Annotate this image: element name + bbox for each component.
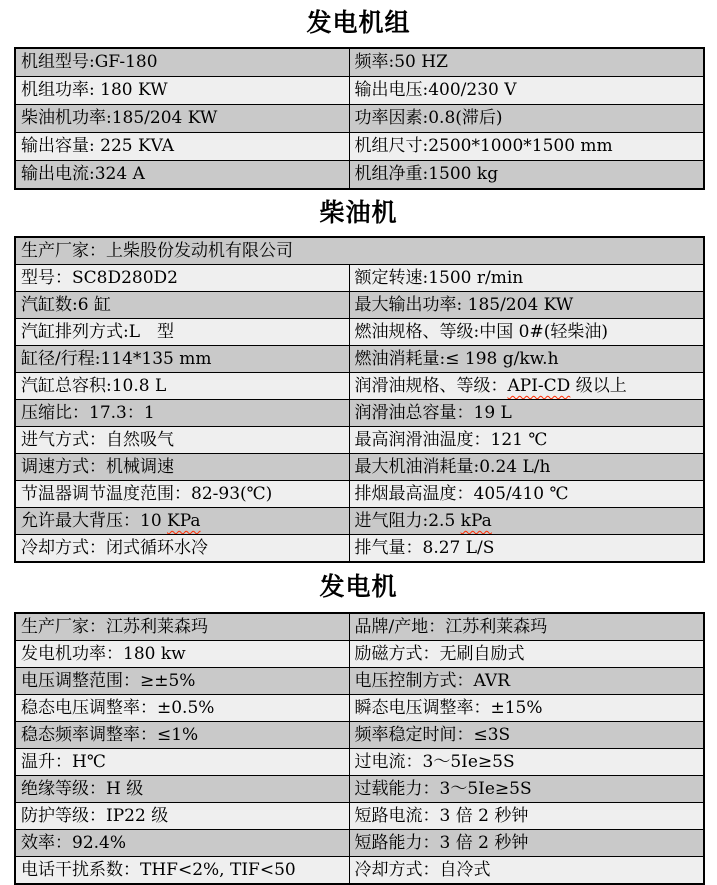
spec-cell: 稳态频率调整率：≤1% — [15, 722, 349, 749]
table-row — [15, 373, 704, 400]
spec-cell: 励磁方式：无刷自励式 — [349, 641, 704, 668]
spec-cell: 燃油规格、等级:中国 0#(轻柴油) — [349, 319, 704, 346]
spec-cell: 电压控制方式：AVR — [349, 668, 704, 695]
table-row — [15, 749, 704, 776]
spec-cell: 机组尺寸:2500*1000*1500 mm — [349, 133, 704, 161]
spec-cell: 压缩比：17.3：1 — [15, 400, 349, 427]
spec-cell: 品牌/产地：江苏利莱森玛 — [349, 613, 704, 641]
document — [0, 6, 717, 885]
spec-table-body — [15, 237, 704, 562]
table-row — [15, 613, 704, 641]
spec-cell: 输出电流:324 A — [15, 161, 349, 190]
spec-cell: 机组净重:1500 kg — [349, 161, 704, 190]
spec-cell: 节温器调节温度范围：82-93(℃) — [15, 481, 349, 508]
spec-cell: 发电机功率：180 kw — [15, 641, 349, 668]
spec-cell: 电压调整范围：≥±5% — [15, 668, 349, 695]
spec-section-diesel-engine — [0, 196, 717, 563]
spec-cell: 输出电压:400/230 V — [349, 77, 704, 105]
table-row — [15, 265, 704, 292]
table-row — [15, 641, 704, 668]
spec-cell: 冷却方式：闭式循环水冷 — [15, 535, 349, 563]
spec-cell: 防护等级：IP22 级 — [15, 803, 349, 830]
spec-cell: 功率因素:0.8(滞后) — [349, 105, 704, 133]
spec-cell: 最高润滑油温度：121 ℃ — [349, 427, 704, 454]
table-row — [15, 668, 704, 695]
spec-cell: 生产厂家：江苏利莱森玛 — [15, 613, 349, 641]
table-row — [15, 722, 704, 749]
spec-table — [14, 47, 705, 190]
spec-cell: 允许最大背压：10 KPa — [15, 508, 349, 535]
table-row — [15, 427, 704, 454]
spec-cell: 进气阻力:2.5 kPa — [349, 508, 704, 535]
section-title: 柴油机 — [319, 198, 398, 227]
spec-cell: 频率稳定时间：≤3S — [349, 722, 704, 749]
spec-cell: 缸径/行程:114*135 mm — [15, 346, 349, 373]
spec-cell: 最大机油消耗量:0.24 L/h — [349, 454, 704, 481]
spec-cell: 润滑油总容量：19 L — [349, 400, 704, 427]
spec-cell: 生产厂家：上柴股份发动机有限公司 — [15, 237, 704, 265]
spec-cell: 温升：H℃ — [15, 749, 349, 776]
spellcheck-underline: KPa — [167, 511, 201, 531]
spec-cell: 电话干扰系数：THF<2%, TIF<50 — [15, 857, 349, 885]
spec-cell: 排气量：8.27 L/S — [349, 535, 704, 563]
table-row — [15, 237, 704, 265]
table-row — [15, 535, 704, 563]
spec-cell: 型号：SC8D280D2 — [15, 265, 349, 292]
spec-table — [14, 236, 705, 563]
table-row — [15, 292, 704, 319]
spec-cell: 机组型号:GF-180 — [15, 48, 349, 77]
spec-cell: 排烟最高温度：405/410 ℃ — [349, 481, 704, 508]
spec-cell: 额定转速:1500 r/min — [349, 265, 704, 292]
table-row — [15, 105, 704, 133]
table-row — [15, 803, 704, 830]
spec-cell: 汽缸总容积:10.8 L — [15, 373, 349, 400]
spec-cell: 过载能力：3～5Ie≥5S — [349, 776, 704, 803]
spec-cell: 瞬态电压调整率：±15% — [349, 695, 704, 722]
spec-table-body — [15, 48, 704, 189]
spec-cell: 燃油消耗量:≤ 198 g/kw.h — [349, 346, 704, 373]
spec-cell: 绝缘等级：H 级 — [15, 776, 349, 803]
spec-cell: 输出容量: 225 KVA — [15, 133, 349, 161]
spec-cell: 柴油机功率:185/204 KW — [15, 105, 349, 133]
spellcheck-underline: kPa — [460, 511, 492, 531]
table-row — [15, 508, 704, 535]
table-row — [15, 133, 704, 161]
spec-table-body — [15, 613, 704, 884]
table-row — [15, 776, 704, 803]
spec-cell: 短路能力：3 倍 2 秒钟 — [349, 830, 704, 857]
spec-cell: 效率：92.4% — [15, 830, 349, 857]
table-row — [15, 400, 704, 427]
spec-section-generator — [0, 570, 717, 885]
table-row — [15, 77, 704, 105]
table-row — [15, 161, 704, 190]
spec-section-genset — [0, 6, 717, 190]
section-title: 发电机 — [319, 572, 398, 601]
spec-cell: 进气方式：自然吸气 — [15, 427, 349, 454]
spec-cell: 最大输出功率: 185/204 KW — [349, 292, 704, 319]
spellcheck-underline: API-CD — [507, 376, 571, 396]
table-row — [15, 319, 704, 346]
spec-cell: 润滑油规格、等级：API-CD 级以上 — [349, 373, 704, 400]
table-row — [15, 481, 704, 508]
spec-table — [14, 612, 705, 885]
table-row — [15, 48, 704, 77]
table-row — [15, 346, 704, 373]
table-row — [15, 857, 704, 885]
spec-cell: 过电流：3～5Ie≥5S — [349, 749, 704, 776]
table-row — [15, 454, 704, 481]
spec-cell: 短路电流：3 倍 2 秒钟 — [349, 803, 704, 830]
spec-cell: 汽缸数:6 缸 — [15, 292, 349, 319]
spec-cell: 调速方式：机械调速 — [15, 454, 349, 481]
spec-cell: 汽缸排列方式:L 型 — [15, 319, 349, 346]
section-title: 发电机组 — [306, 8, 411, 37]
spec-cell: 稳态电压调整率：±0.5% — [15, 695, 349, 722]
table-row — [15, 695, 704, 722]
spec-cell: 冷却方式：自冷式 — [349, 857, 704, 885]
table-row — [15, 830, 704, 857]
spec-cell: 频率:50 HZ — [349, 48, 704, 77]
spec-cell: 机组功率: 180 KW — [15, 77, 349, 105]
